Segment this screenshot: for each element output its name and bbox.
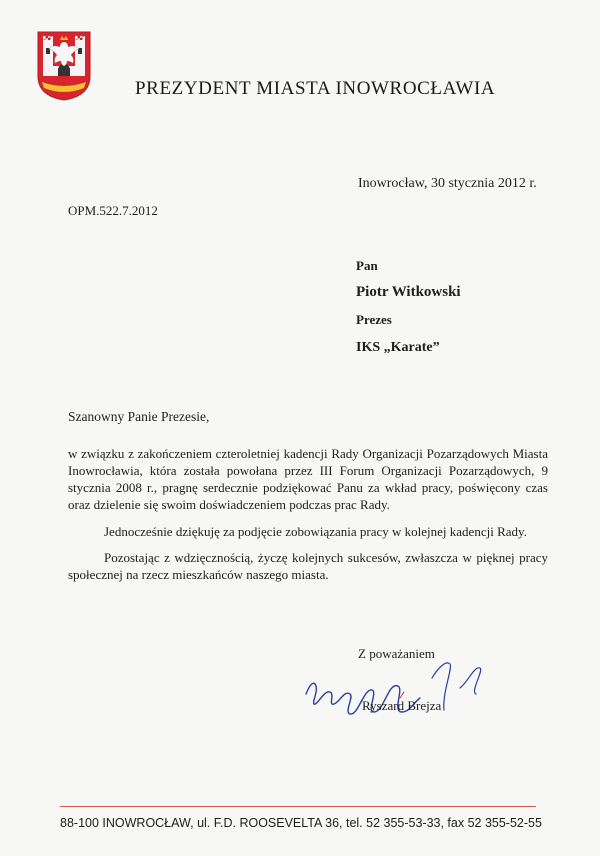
signer-name: Ryszard Brejza — [362, 698, 442, 713]
closing-phrase: Z poważaniem — [358, 646, 435, 661]
city-coat-of-arms-icon — [36, 30, 92, 102]
salutation: Szanowny Panie Prezesie, — [68, 409, 210, 424]
addressee-name: Piotr Witkowski — [356, 284, 461, 300]
body-paragraph: Pozostając z wdzięcznością, życzę kolejnych sukcesów, zwłaszcza w pięknej pracy społecznej na rzecz mieszkańców naszego miasta. — [68, 550, 548, 582]
body-paragraph: Jednocześnie dziękuję za podjęcie zobowiązania pracy w kolejnej kadencji Rady. — [104, 524, 527, 539]
office-heading: PREZYDENT MIASTA INOWROCŁAWIA — [135, 78, 496, 99]
reference-number: OPM.522.7.2012 — [68, 203, 158, 218]
addressee-organization: IKS „Karate” — [356, 340, 440, 355]
addressee-role: Prezes — [356, 312, 392, 327]
footer-rule — [60, 806, 536, 807]
footer-address: 88-100 INOWROCŁAW, ul. F.D. ROOSEVELTA 36, tel. 52 355-53-33, fax 52 355-52-55 — [60, 816, 542, 830]
body-paragraph: w związku z zakończeniem czteroletniej kadencji Rady Organizacji Pozarządowych Miasta Inowrocławia, która została powołana przez III Forum Organizacji Pozarządowych, 9 stycznia 2008 r., pragnę serdecznie podziękować Panu za wkład pracy, poświęcony czas oraz dzielenie się swoim doświadczeniem podczas prac Rady. — [68, 446, 548, 512]
addressee-title: Pan — [356, 258, 378, 273]
place-and-date: Inowrocław, 30 stycznia 2012 r. — [358, 176, 537, 191]
